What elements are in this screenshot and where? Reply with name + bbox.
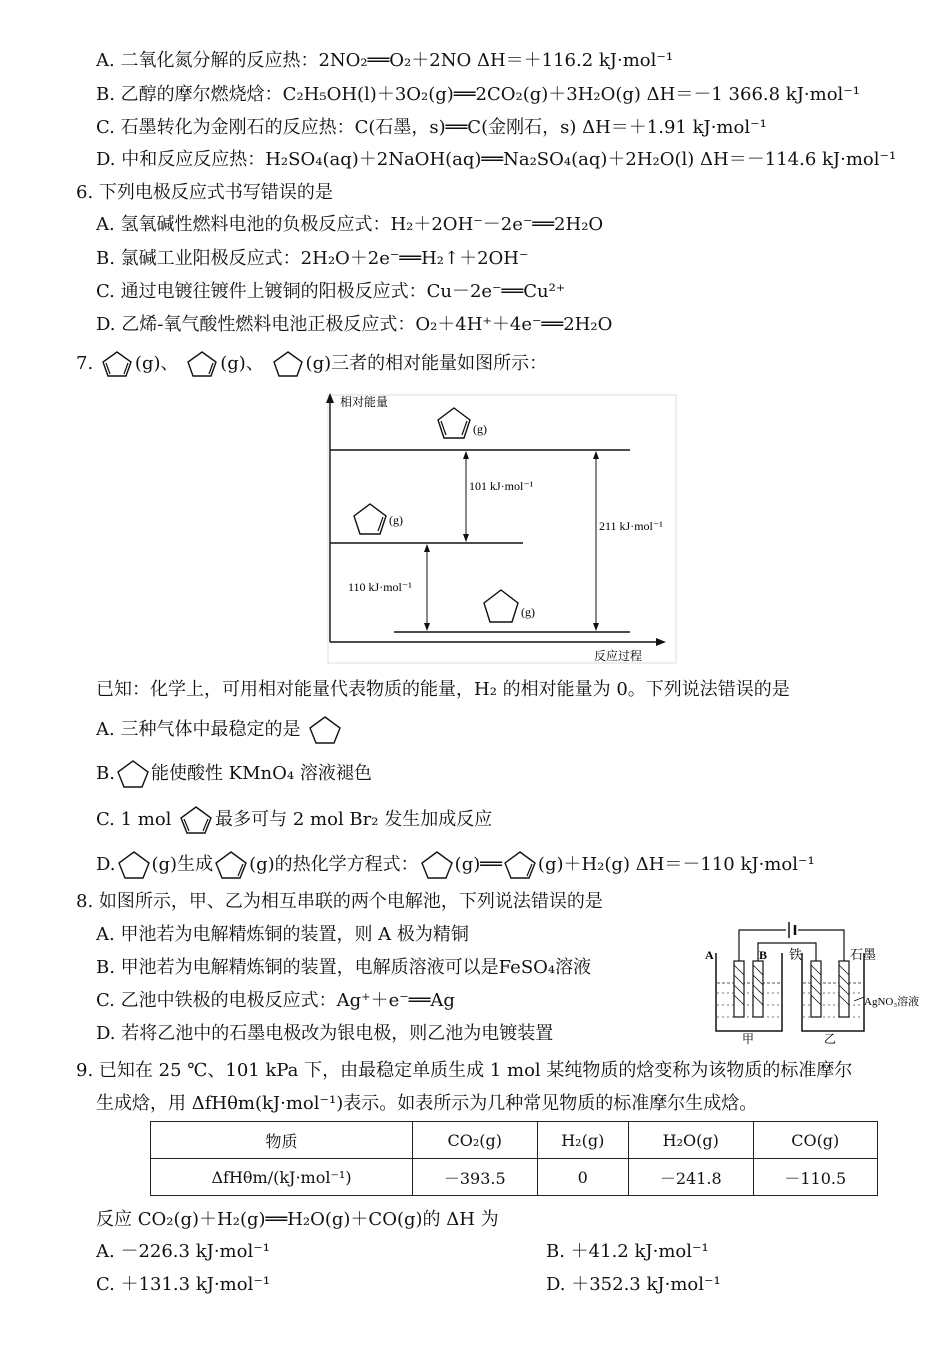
q7-option-b (96, 758, 372, 790)
q6-option-c: C. 通过电镀往镀件上镀铜的阳极反应式：Cu－2e⁻══Cu²⁺ (96, 281, 566, 302)
label-yi: 乙 (824, 1032, 837, 1045)
q7-known: 已知：化学上，可用相对能量代表物质的能量，H₂ 的相对能量为 0。下列说法错误的是 (96, 679, 790, 700)
q9-stem-line-1: 9. 已知在 25 ℃、101 kPa 下，由最稳定单质生成 1 mol 某纯物质的焓变称为该物质的标准摩尔 (76, 1060, 853, 1081)
q5-option-a: A. 二氧化氮分解的反应热：2NO₂══O₂＋2NO ΔH＝＋116.2 kJ·mol⁻¹ (96, 50, 674, 71)
q7-option-d-mid3: (g)══ (454, 854, 502, 875)
gap-lower-label: 110 kJ·mol⁻¹ (348, 580, 412, 594)
q8-option-d: D. 若将乙池中的石墨电极改为银电极，则乙池为电镀装置 (96, 1023, 554, 1044)
q6-option-a: A. 氢氧碱性燃料电池的负极反应式：H₂＋2OH⁻－2e⁻══2H₂O (96, 214, 604, 235)
q8-option-b: B. 甲池若为电解精炼铜的装置，电解质溶液可以是FeSO₄溶液 (96, 957, 592, 978)
cyclopentane-icon (270, 349, 306, 379)
g-label-top: (g) (473, 422, 487, 436)
q9-reaction: 反应 CO₂(g)＋H₂(g)══H₂O(g)＋CO(g)的 ΔH 为 (96, 1209, 499, 1230)
q7-option-a (96, 714, 344, 746)
table-header-cell: H₂O(g) (629, 1122, 753, 1159)
y-axis-label: 相对能量 (340, 395, 389, 409)
q5-option-b: B. 乙醇的摩尔燃烧焓：C₂H₅OH(l)＋3O₂(g)══2CO₂(g)＋3H₂O(g) ΔH＝－1 366.8 kJ·mol⁻¹ (96, 84, 861, 105)
cyclopentane-molecule-icon (484, 590, 518, 622)
q7-stem-tail: 三者的相对能量如图所示： (331, 353, 548, 374)
cyclopentane-icon (116, 849, 152, 881)
table-cell: －110.5 (753, 1159, 878, 1196)
q7-option-d-letter: D. (96, 854, 116, 875)
electrolysis-diagram (704, 913, 936, 1045)
label-electrode-a: A (705, 948, 714, 962)
q7-option-d (96, 849, 815, 881)
table-row (151, 1159, 878, 1196)
cyclopentadiene-icon (177, 804, 215, 836)
q7-option-b-text: 能使酸性 KMnO₄ 溶液褪色 (150, 763, 372, 784)
q6-option-b: B. 氯碱工业阳极反应式：2H₂O＋2e⁻══H₂↑＋2OH⁻ (96, 248, 529, 269)
q9-option-d: D. ＋352.3 kJ·mol⁻¹ (546, 1274, 721, 1295)
q7-option-c (96, 804, 492, 836)
table-header-cell: H₂(g) (537, 1122, 629, 1159)
q7-option-b-letter: B. (96, 763, 115, 784)
label-solution: AgNO₃溶液 (864, 996, 920, 1008)
q7-sep-1: 、 (160, 353, 179, 374)
table-header-cell: CO₂(g) (413, 1122, 537, 1159)
table-cell: 0 (537, 1159, 629, 1196)
q9-option-a: A. －226.3 kJ·mol⁻¹ (96, 1241, 270, 1262)
q7-option-d-mid2: (g)的热化学方程式： (249, 854, 419, 875)
q5-option-c: C. 石墨转化为金刚石的反应热：C(石墨，s)══C(金刚石，s) ΔH＝＋1.91 kJ·mol⁻¹ (96, 117, 767, 138)
q8-stem: 8. 如图所示，甲、乙为相互串联的两个电解池，下列说法错误的是 (76, 891, 603, 912)
cyclopentane-icon (115, 758, 151, 790)
beaker-yi (802, 953, 864, 1031)
table-header-row (151, 1122, 878, 1159)
table-header-cell: CO(g) (753, 1122, 878, 1159)
label-electrode-b: B (759, 948, 768, 962)
x-axis-arrow-icon (656, 638, 666, 646)
q7-option-c-pre: C. 1 mol (96, 809, 172, 830)
table-cell: －241.8 (629, 1159, 753, 1196)
q8-option-c: C. 乙池中铁极的电极反应式：Ag⁺＋e⁻══Ag (96, 990, 455, 1011)
q6-option-d: D. 乙烯-氧气酸性燃料电池正极反应式：O₂＋4H⁺＋4e⁻══2H₂O (96, 314, 613, 335)
q7-stem (76, 349, 547, 379)
x-axis-label: 反应过程 (594, 649, 643, 663)
cyclopentene-icon (502, 849, 538, 881)
label-jia: 甲 (742, 1032, 755, 1045)
label-iron: 铁 (789, 947, 803, 962)
arrow-211 (593, 451, 599, 631)
enthalpy-table (150, 1121, 878, 1196)
gap-upper-label: 101 kJ·mol⁻¹ (469, 479, 534, 493)
q7-option-c-text: 最多可与 2 mol Br₂ 发生加成反应 (215, 809, 493, 830)
q7-option-d-tail: (g)＋H₂(g) ΔH＝－110 kJ·mol⁻¹ (537, 854, 815, 875)
gap-total-label: 211 kJ·mol⁻¹ (599, 519, 663, 533)
cyclopentadiene-molecule-icon (438, 408, 470, 438)
g-label-bottom: (g) (521, 605, 535, 619)
q5-option-d: D. 中和反应反应热：H₂SO₄(aq)＋2NaOH(aq)══Na₂SO₄(aq)＋2H₂O(l) ΔH＝－114.6 kJ·mol⁻¹ (96, 149, 897, 170)
cyclopentene-icon (213, 849, 249, 881)
q6-stem: 6. 下列电极反应式书写错误的是 (76, 182, 333, 203)
cyclopentane-icon (419, 849, 455, 881)
q7-option-d-mid1: (g)生成 (151, 854, 214, 875)
g-label-mid: (g) (389, 513, 403, 527)
beaker-jia (716, 953, 782, 1031)
q7-sep-2: 、 (245, 353, 264, 374)
battery-icon (789, 922, 795, 938)
table-cell: －393.5 (413, 1159, 537, 1196)
cyclopentene-icon (184, 349, 220, 379)
energy-diagram (318, 390, 680, 666)
arrow-101 (463, 451, 469, 542)
q7-g-1: (g) (134, 353, 161, 374)
label-graphite: 石墨 (850, 947, 877, 962)
q7-option-a-text: A. 三种气体中最稳定的是 (96, 719, 301, 740)
cyclopentene-molecule-icon (354, 504, 386, 534)
q9-option-b: B. ＋41.2 kJ·mol⁻¹ (546, 1241, 709, 1262)
q7-g-3: (g) (305, 353, 332, 374)
q9-stem-line-2: 生成焓，用 ΔfHθm(kJ·mol⁻¹)表示。如表所示为几种常见物质的标准摩尔生成焓。 (96, 1093, 758, 1114)
q9-option-c: C. ＋131.3 kJ·mol⁻¹ (96, 1274, 271, 1295)
table-cell: ΔfHθm/(kJ·mol⁻¹) (151, 1159, 413, 1196)
q8-option-a: A. 甲池若为电解精炼铜的装置，则 A 极为精铜 (96, 924, 469, 945)
cyclopentadiene-icon (99, 349, 135, 379)
table-header-cell: 物质 (151, 1122, 413, 1159)
q7-g-2: (g) (220, 353, 246, 374)
q7-number: 7. (76, 353, 94, 374)
arrow-110 (424, 544, 430, 631)
cyclopentane-icon (306, 714, 344, 746)
